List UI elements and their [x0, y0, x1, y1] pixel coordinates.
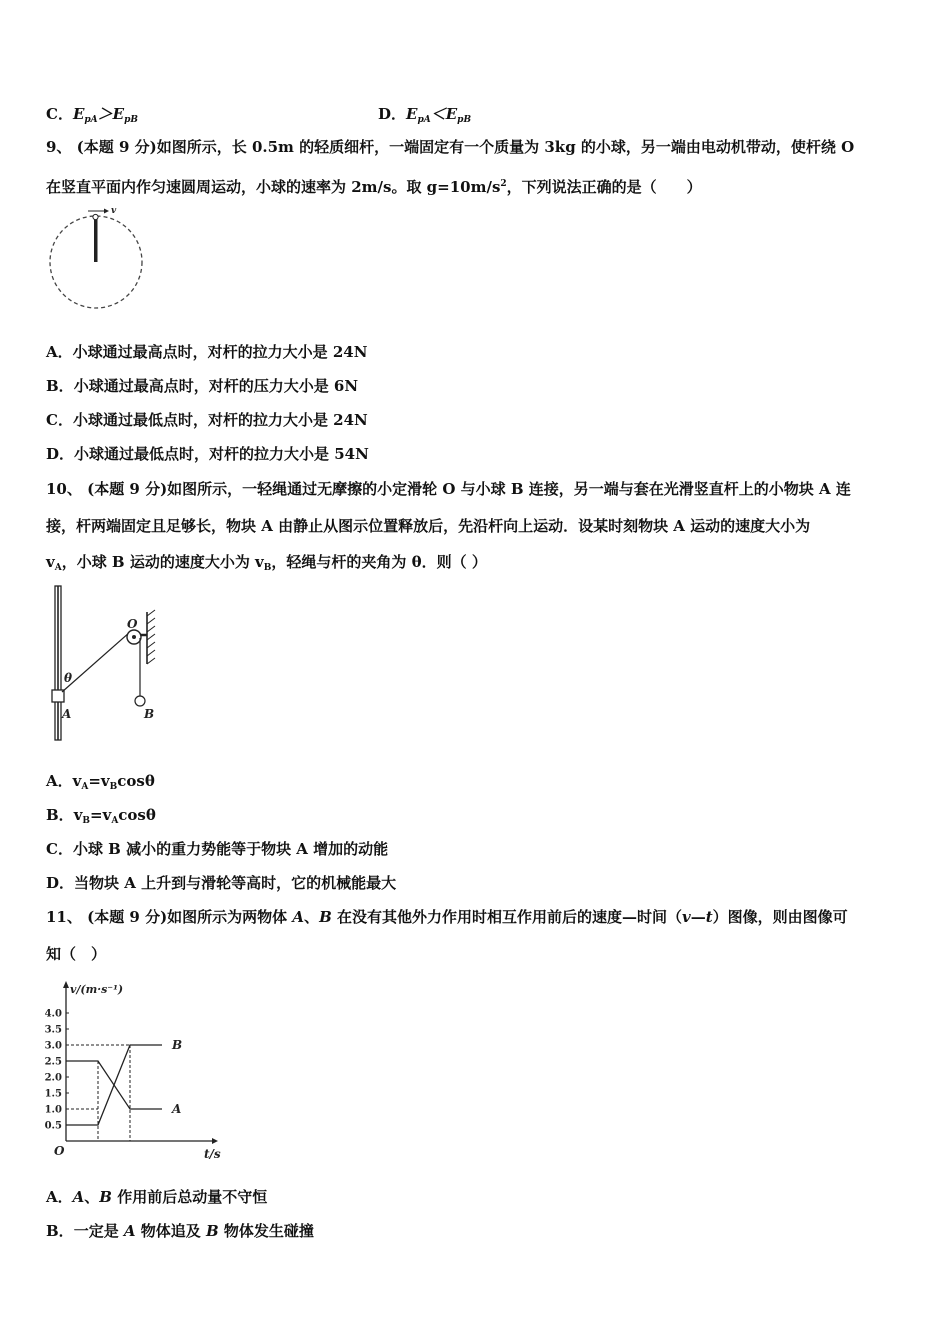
q8-option-c-text: $E_{pA}>E_{pB}$: [72, 105, 139, 125]
q9-stem-line1: 9、 (本题 9 分)如图所示，长 0.5m 的轻质细杆，一端固定有一个质量为 3kg 的小球，另一端由电动机带动，使杆绕 O: [46, 138, 855, 156]
q11-stem-line1: 11、 (本题 9 分)如图所示为两物体 A、B 在没有其他外力作用时相互作用前后的速度—时间（v—t）图像，则由图像可: [46, 908, 848, 926]
ball-b: [135, 696, 145, 706]
label-b: B: [144, 707, 155, 721]
y-tick-label: 4.0: [44, 1008, 62, 1020]
ball: [93, 214, 98, 219]
q10-option-d: D．当物块 A 上升到与滑轮等高时，它的机械能最大: [46, 874, 397, 892]
q11-vt-chart: [40, 976, 230, 1162]
y-tick-label: 2.5: [44, 1056, 62, 1068]
q9-circular-motion-figure: [44, 204, 150, 314]
q10-stem-line3: $v_A$，小球 B 运动的速度大小为 $v_B$，轻绳与杆的夹角为 θ．则（ ）: [46, 553, 487, 573]
q9-option-d: D．小球通过最低点时，对杆的拉力大小是 54N: [46, 445, 369, 463]
velocity-label: v: [111, 206, 117, 216]
q10-option-c: C．小球 B 减小的重力势能等于物块 A 增加的动能: [46, 840, 389, 858]
label-theta: θ: [64, 671, 73, 685]
series-B: [66, 1045, 162, 1125]
q10-pulley-figure: [44, 582, 168, 744]
q11-option-b: B．一定是 A 物体追及 B 物体发生碰撞: [46, 1222, 314, 1240]
y-tick-label: 3.0: [44, 1040, 62, 1052]
rod: [94, 218, 98, 262]
label-o: O: [127, 617, 138, 631]
y-tick-label: 3.5: [44, 1024, 62, 1036]
x-axis-arrow: [212, 1138, 218, 1144]
q9-stem-line2: 在竖直平面内作匀速圆周运动，小球的速率为 2m/s。取 $g=10m/s^2$，下列说法正确的是（ ）: [46, 178, 702, 196]
q8-option-c: C．$E_{pA}>E_{pB}$: [46, 105, 139, 125]
q10-stem-line1: 10、 (本题 9 分)如图所示，一轻绳通过无摩擦的小定滑轮 O 与小球 B 连接，另一端与套在光滑竖直杆上的小物块 A 连: [46, 480, 851, 498]
q9-option-b: B．小球通过最高点时，对杆的压力大小是 6N: [46, 377, 359, 395]
q8-option-d-text: $E_{pA}<E_{pB}$: [406, 105, 472, 125]
y-tick-label: 1.0: [44, 1104, 62, 1116]
label-a: A: [62, 707, 72, 721]
q11-option-a: A．A、B 作用前后总动量不守恒: [46, 1188, 268, 1206]
y-tick-label: 0.5: [44, 1120, 62, 1132]
series-label-A: A: [172, 1102, 182, 1116]
rope-to-a: [62, 632, 130, 692]
x-axis-label: t/s: [204, 1147, 221, 1161]
series-label-B: B: [172, 1038, 183, 1052]
q8-option-d: D．$E_{pA}<E_{pB}$: [378, 105, 472, 125]
y-tick-label: 2.0: [44, 1072, 62, 1084]
q10-option-a: A．$v_A=v_B\cos\theta$: [46, 772, 155, 792]
q10-option-b: B．$v_B=v_A\cos\theta$: [46, 806, 156, 826]
y-tick-label: 1.5: [44, 1088, 62, 1100]
y-axis-label: v/(m·s⁻¹): [70, 983, 124, 996]
y-axis-arrow: [63, 981, 69, 988]
q11-stem-line2: 知（ ）: [46, 945, 107, 963]
q9-option-c: C．小球通过最低点时，对杆的拉力大小是 24N: [46, 411, 368, 429]
origin-label: O: [54, 1144, 65, 1158]
q10-stem-line2: 接，杆两端固定且足够长，物块 A 由静止从图示位置释放后，先沿杆向上运动．设某时刻物块 A 运动的速度大小为: [46, 517, 811, 535]
q9-option-a: A．小球通过最高点时，对杆的拉力大小是 24N: [46, 343, 368, 361]
